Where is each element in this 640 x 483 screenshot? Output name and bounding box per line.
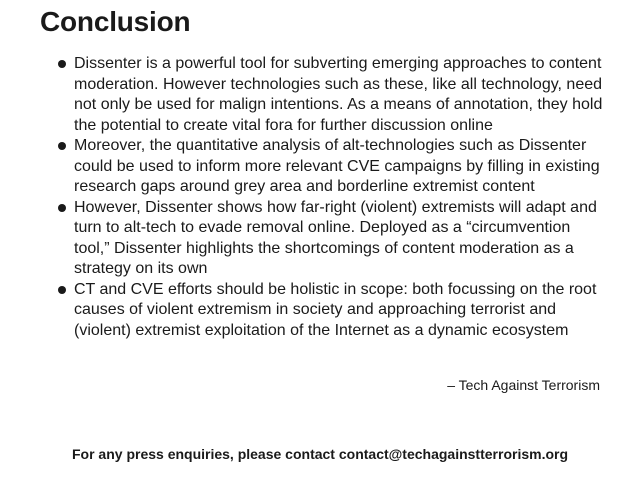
attribution: – Tech Against Terrorism xyxy=(447,377,600,393)
bullet-item xyxy=(56,198,608,280)
bullet-item xyxy=(56,280,608,342)
bullet-dot-icon xyxy=(58,60,66,68)
bullet-dot-icon xyxy=(58,142,66,150)
bullet-text: CT and CVE efforts should be holistic in scope: both focussing on the root causes of violent extremism in society and approaching terrorist and (violent) extremist exploitation of the Internet as a dynamic ecosystem xyxy=(74,280,597,339)
bullet-text: Moreover, the quantitative analysis of alt-technologies such as Dissenter could be used to inform more relevant CVE campaigns by filling in existing research gaps around grey area and borderline extremist content xyxy=(74,137,600,195)
bullet-text: However, Dissenter shows how far-right (violent) extremists will adapt and turn to alt-tech to evade removal online. Deployed as a “circumvention tool,” Dissenter highlights the shortcomings of content moderation as a strategy on its own xyxy=(74,198,597,277)
bullet-list xyxy=(56,54,608,341)
bullet-dot-icon xyxy=(58,286,66,294)
press-contact-footer: For any press enquiries, please contact contact@techagainstterrorism.org xyxy=(71,446,569,462)
bullet-item xyxy=(56,54,608,136)
bullet-text: Dissenter is a powerful tool for subverting emerging approaches to content moderation. However technologies such as these, like all technology, need not only be used for malign intentions. As a means of annotation, they hold the potential to create vital fora for further discussion online xyxy=(74,55,603,134)
bullet-item xyxy=(56,136,608,198)
slide-title: Conclusion xyxy=(40,6,191,37)
bullet-dot-icon xyxy=(58,204,66,212)
